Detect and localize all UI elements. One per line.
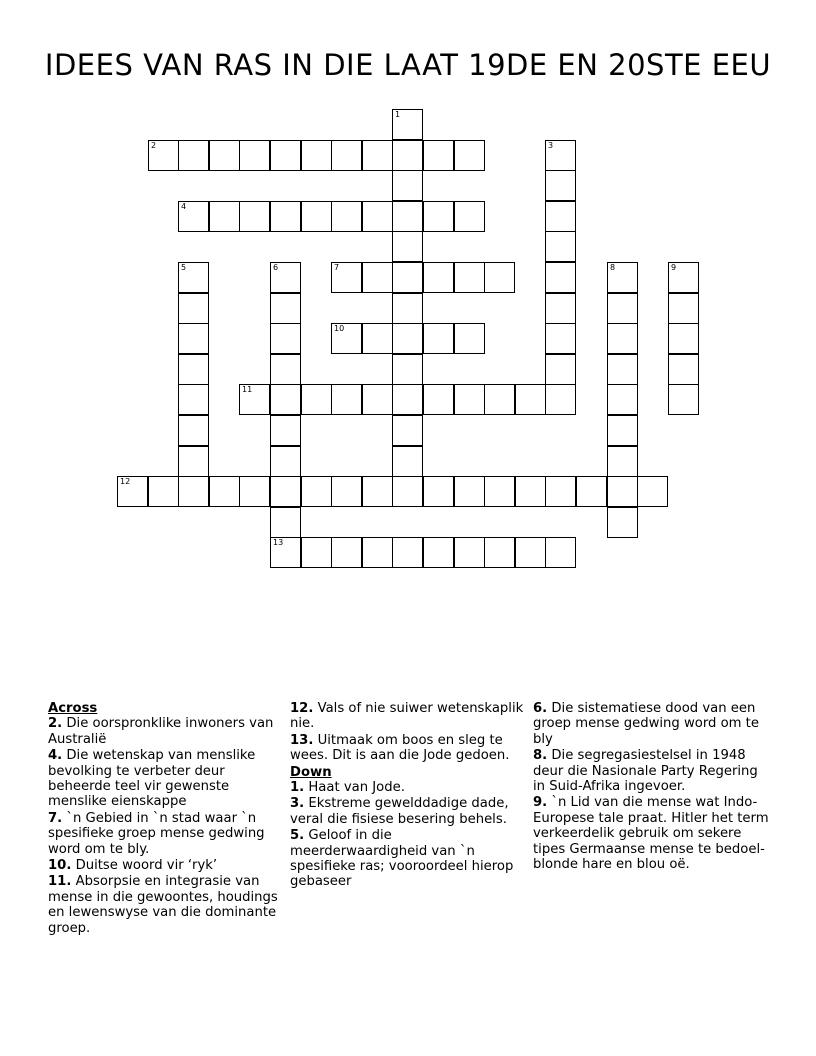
clue-number: 1 — [395, 110, 401, 119]
grid-cell[interactable] — [270, 323, 301, 354]
grid-cell[interactable] — [270, 507, 301, 538]
grid-cell[interactable] — [178, 384, 209, 415]
grid-cell[interactable] — [423, 140, 454, 171]
grid-cell[interactable] — [117, 476, 148, 507]
clue-number: 4 — [181, 202, 187, 211]
down-heading: Down — [290, 764, 332, 780]
clue-down-6: 6. Die sistematiese dood van een groep mense gedwing word om te bly — [533, 701, 759, 747]
grid-cell[interactable] — [607, 476, 638, 507]
grid-cell[interactable] — [362, 140, 393, 171]
grid-cell[interactable] — [178, 140, 209, 171]
grid-cell[interactable] — [423, 537, 454, 568]
grid-cell[interactable] — [270, 262, 301, 293]
grid-cell[interactable] — [545, 140, 576, 171]
grid-cell[interactable] — [270, 201, 301, 232]
clue-number: 7 — [334, 263, 340, 272]
grid-cell[interactable] — [239, 384, 270, 415]
clue-down-5: 5. Geloof in die meerderwaardigheid van `n spesifieke ras; vooroordeel hierop gebaseer — [290, 828, 514, 890]
grid-cell[interactable] — [545, 476, 576, 507]
grid-cell[interactable] — [454, 201, 485, 232]
grid-cell[interactable] — [423, 201, 454, 232]
grid-cell[interactable] — [545, 293, 576, 324]
grid-cell[interactable] — [545, 201, 576, 232]
grid-cell[interactable] — [392, 140, 423, 171]
clue-down-1: 1. Haat van Jode. — [290, 780, 405, 796]
grid-cell[interactable] — [270, 537, 301, 568]
grid-cell[interactable] — [545, 537, 576, 568]
grid-cell[interactable] — [392, 537, 423, 568]
grid-cell[interactable] — [607, 384, 638, 415]
grid-cell[interactable] — [301, 476, 332, 507]
clue-down-8: 8. Die segregasiestelsel in 1948 deur die Nasionale Party Regering in Suid-Afrika ingevoer. — [533, 748, 758, 795]
grid-cell[interactable] — [515, 537, 546, 568]
grid-cell[interactable] — [607, 262, 638, 293]
grid-cell[interactable] — [668, 262, 699, 293]
grid-cell[interactable] — [484, 476, 515, 507]
grid-cell[interactable] — [545, 262, 576, 293]
page-title: IDEES VAN RAS IN DIE LAAT 19DE EN 20STE EEU — [44, 48, 772, 82]
clue-across-12: 12. Vals of nie suiwer wetenskaplik nie. — [290, 701, 524, 732]
grid-cell[interactable] — [454, 140, 485, 171]
grid-cell[interactable] — [178, 354, 209, 385]
grid-cell[interactable] — [454, 323, 485, 354]
clue-number: 6 — [273, 263, 279, 272]
grid-cell[interactable] — [423, 262, 454, 293]
grid-cell[interactable] — [607, 507, 638, 538]
grid-cell[interactable] — [545, 170, 576, 201]
grid-cell[interactable] — [484, 262, 515, 293]
clue-number: 10 — [334, 324, 345, 333]
grid-cell[interactable] — [637, 476, 668, 507]
grid-cell[interactable] — [362, 262, 393, 293]
grid-cell[interactable] — [331, 262, 362, 293]
clues-column-3 — [533, 701, 769, 873]
grid-cell[interactable] — [331, 140, 362, 171]
grid-cell[interactable] — [270, 476, 301, 507]
grid-cell[interactable] — [423, 476, 454, 507]
grid-cell[interactable] — [545, 354, 576, 385]
grid-cell[interactable] — [239, 476, 270, 507]
grid-cell[interactable] — [454, 476, 485, 507]
grid-cell[interactable] — [423, 323, 454, 354]
grid-cell[interactable] — [392, 262, 423, 293]
grid-cell[interactable] — [392, 354, 423, 385]
grid-cell[interactable] — [178, 201, 209, 232]
grid-cell[interactable] — [178, 446, 209, 477]
grid-cell[interactable] — [209, 201, 240, 232]
grid-cell[interactable] — [362, 537, 393, 568]
grid-cell[interactable] — [301, 384, 332, 415]
grid-cell[interactable] — [392, 231, 423, 262]
clues-column-2 — [290, 701, 526, 891]
grid-cell[interactable] — [148, 476, 179, 507]
grid-cell[interactable] — [515, 384, 546, 415]
grid-cell[interactable] — [392, 323, 423, 354]
grid-cell[interactable] — [545, 231, 576, 262]
grid-cell[interactable] — [362, 323, 393, 354]
grid-cell[interactable] — [576, 476, 607, 507]
grid-cell[interactable] — [392, 446, 423, 477]
grid-cell[interactable] — [239, 201, 270, 232]
grid-cell[interactable] — [270, 293, 301, 324]
grid-cell[interactable] — [209, 140, 240, 171]
grid-cell[interactable] — [331, 201, 362, 232]
grid-cell[interactable] — [178, 323, 209, 354]
grid-cell[interactable] — [392, 109, 423, 140]
grid-cell[interactable] — [178, 293, 209, 324]
grid-cell[interactable] — [392, 384, 423, 415]
grid-cell[interactable] — [270, 384, 301, 415]
grid-cell[interactable] — [454, 537, 485, 568]
grid-cell[interactable] — [331, 537, 362, 568]
clue-across-11: 11. Absorpsie en integrasie van mense in die gewoontes, houdings en lewenswyse van die dominante groep. — [48, 874, 278, 936]
clue-number: 5 — [181, 263, 187, 272]
clue-across-13: 13. Uitmaak om boos en sleg te wees. Dit is aan die Jode gedoen. — [290, 732, 510, 764]
grid-cell[interactable] — [545, 323, 576, 354]
grid-cell[interactable] — [607, 415, 638, 446]
grid-cell[interactable] — [270, 446, 301, 477]
grid-cell[interactable] — [668, 293, 699, 324]
clue-number: 9 — [671, 263, 677, 272]
grid-cell[interactable] — [331, 476, 362, 507]
grid-cell[interactable] — [607, 354, 638, 385]
across-heading: Across — [48, 701, 98, 716]
grid-cell[interactable] — [270, 140, 301, 171]
grid-cell[interactable] — [668, 354, 699, 385]
grid-cell[interactable] — [178, 415, 209, 446]
clue-across-10: 10. Duitse woord vir ‘ryk’ — [48, 858, 218, 874]
grid-cell[interactable] — [331, 384, 362, 415]
clue-across-7: 7. `n Gebied in `n stad waar `n spesifieke groep mense gedwing word om te bly. — [48, 810, 265, 857]
grid-cell[interactable] — [607, 323, 638, 354]
grid-cell[interactable] — [301, 140, 332, 171]
clue-down-3: 3. Ekstreme gewelddadige dade, veral die fisiese besering behels. — [290, 796, 509, 827]
grid-cell[interactable] — [423, 384, 454, 415]
clue-number: 3 — [548, 141, 554, 150]
grid-cell[interactable] — [392, 170, 423, 201]
grid-cell[interactable] — [148, 140, 179, 171]
grid-cell[interactable] — [301, 201, 332, 232]
grid-cell[interactable] — [362, 201, 393, 232]
grid-cell[interactable] — [392, 201, 423, 232]
grid-cell[interactable] — [239, 140, 270, 171]
grid-cell[interactable] — [178, 476, 209, 507]
grid-cell[interactable] — [270, 415, 301, 446]
clue-number: 8 — [610, 263, 616, 272]
grid-cell[interactable] — [454, 262, 485, 293]
clue-down-9: 9. `n Lid van die mense wat Indo-Europese tale praat. Hitler het term verkeerdelik gebruik om sekere tipes Germaanse mense te bedoel- blonde hare en blou oë. — [533, 795, 769, 873]
clue-number: 13 — [273, 538, 284, 547]
grid-cell[interactable] — [392, 293, 423, 324]
grid-cell[interactable] — [545, 384, 576, 415]
grid-cell[interactable] — [515, 476, 546, 507]
clue-number: 12 — [120, 477, 131, 486]
grid-cell[interactable] — [331, 323, 362, 354]
clue-number: 11 — [242, 385, 253, 394]
grid-cell[interactable] — [668, 384, 699, 415]
grid-cell[interactable] — [484, 384, 515, 415]
grid-cell[interactable] — [392, 476, 423, 507]
grid-cell[interactable] — [392, 415, 423, 446]
grid-cell[interactable] — [301, 537, 332, 568]
clue-across-4: 4. Die wetenskap van menslike bevolking te verbeter deur beheerde teel vir gewenste menslike eienskappe — [48, 748, 256, 810]
grid-cell[interactable] — [362, 384, 393, 415]
grid-cell[interactable] — [607, 446, 638, 477]
grid-cell[interactable] — [607, 293, 638, 324]
grid-cell[interactable] — [270, 354, 301, 385]
clue-number: 2 — [151, 141, 157, 150]
clues-column-1 — [48, 701, 280, 937]
grid-cell[interactable] — [484, 537, 515, 568]
grid-cell[interactable] — [178, 262, 209, 293]
grid-cell[interactable] — [668, 323, 699, 354]
grid-cell[interactable] — [454, 384, 485, 415]
clue-across-2: 2. Die oorspronklike inwoners van Australië — [48, 716, 274, 747]
grid-cell[interactable] — [209, 476, 240, 507]
grid-cell[interactable] — [362, 476, 393, 507]
